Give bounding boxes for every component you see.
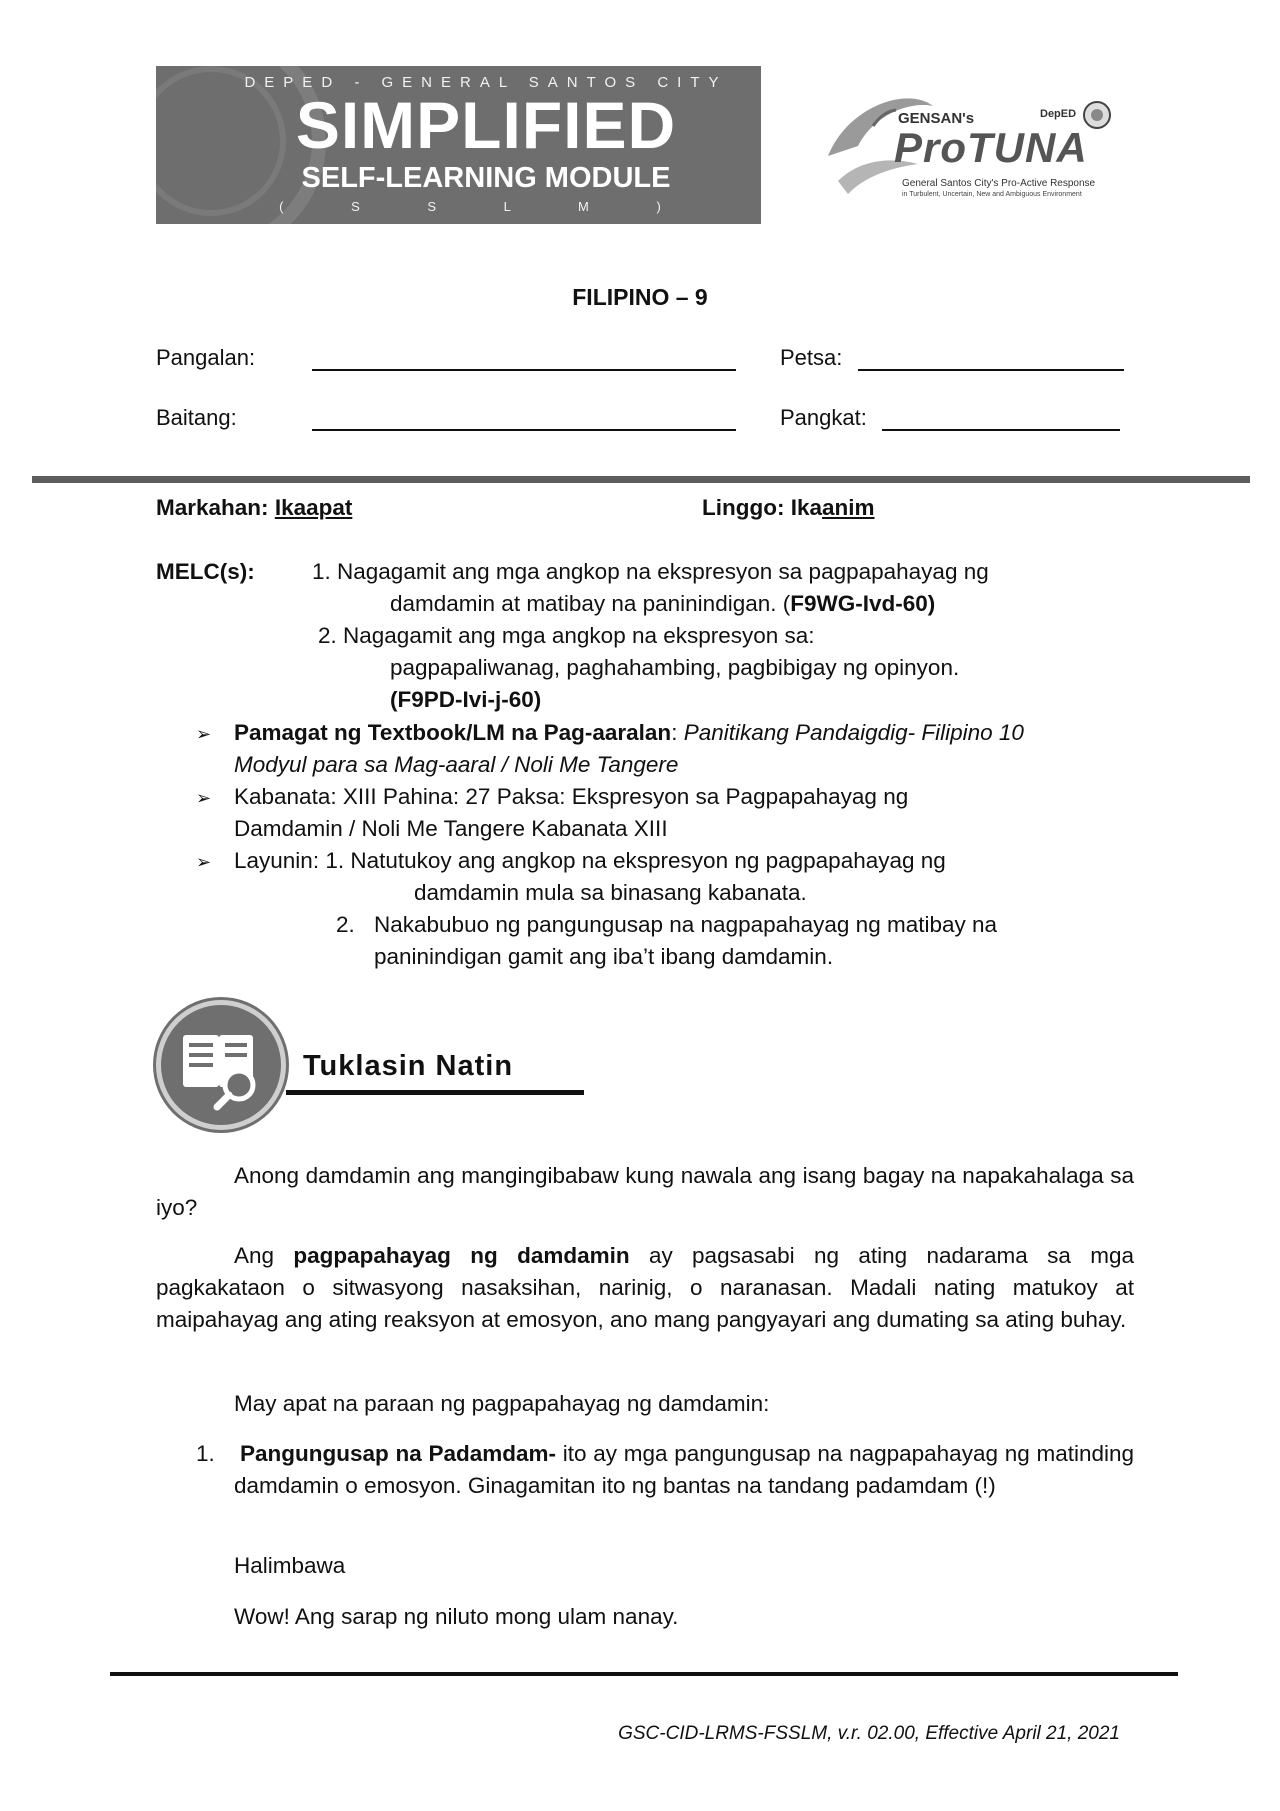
bullet-objective-line2: damdamin mula sa binasang kabanata. <box>414 880 807 905</box>
week-label: Linggo: <box>702 495 785 520</box>
date-label: Petsa: <box>780 345 843 370</box>
name-field[interactable] <box>312 369 736 371</box>
banner-abbr-text: ( S S L M ) <box>279 199 693 214</box>
bullet-objective-line3: Nakabubuo ng pangungusap na nagpapahayag ng matibay na <box>374 912 998 937</box>
melc-item2-line1: 2. Nagagamit ang mga angkop na ekspresyon sa: <box>318 623 815 648</box>
deped-seal-icon <box>1082 100 1112 130</box>
example-text: Wow! Ang sarap ng niluto mong ulam nanay. <box>234 1604 679 1629</box>
melc-item1-code: F9WG-Ivd-60) <box>790 591 936 616</box>
section-field[interactable] <box>882 429 1120 431</box>
melc-item1-line2 <box>390 588 935 620</box>
list-item-1 <box>234 1438 1134 1502</box>
melc-item2-line2: pagpapaliwanag, paghahambing, pagbibigay ng opinyon. <box>390 655 960 680</box>
quarter-label: Markahan: <box>156 495 269 520</box>
bullet-arrow-icon: ➢ <box>196 788 212 808</box>
logo-word: ProTUNA <box>894 124 1088 171</box>
list-number-1: 1. <box>196 1441 215 1466</box>
banner-main-text: SIMPLIFIED <box>295 88 677 162</box>
bullet-objective-line4: paninindigan gamit ang iba’t ibang damdamin. <box>374 944 834 969</box>
melc-item1-text: damdamin at matibay na paninindigan. ( <box>390 591 791 616</box>
bullet-chapter-line1: Kabanata: XIII Pahina: 27 Paksa: Ekspresyon sa Pagpapahayag ng <box>234 784 909 809</box>
quarter-row <box>156 492 352 524</box>
section-underline <box>286 1090 584 1095</box>
section-title: Tuklasin Natin <box>303 1050 514 1082</box>
bullet-textbook <box>234 717 1024 749</box>
protuna-logo <box>818 86 1118 216</box>
grade-field[interactable] <box>312 429 736 431</box>
section-icon-circle <box>156 1000 286 1130</box>
textbook-title-2: Modyul para sa Mag-aaral / Noli Me Tangere <box>234 752 679 777</box>
melc-item2-code: (F9PD-Ivi-j-60) <box>390 687 542 712</box>
melc-label: MELC(s): <box>156 559 255 584</box>
week-value-b: anim <box>822 495 875 520</box>
bullet-objective-line1: Layunin: 1. Natutukoy ang angkop na ekspresyon ng pagpapahayag ng <box>234 848 946 873</box>
section-label: Pangkat: <box>780 405 867 430</box>
logo-brand: GENSAN's <box>898 110 975 127</box>
logo-deped: DepED <box>1040 108 1077 120</box>
footer-divider <box>110 1672 1178 1676</box>
textbook-colon: : <box>671 720 684 745</box>
bullet-arrow-icon: ➢ <box>196 852 212 872</box>
melc-item1-line1: 1. Nagagamit ang mga angkop na ekspresyon sa pagpapahayag ng <box>312 559 989 584</box>
list-item-1-text: ito ay mga pangungusap na nagpapahayag ng matinding damdamin o emosyon. Ginagamitan ito ng bantas na tandang padamdam (!) <box>234 1441 1135 1498</box>
logo-tagline-2: in Turbulent, Uncertain, New and Ambiguous Environment <box>902 191 1082 198</box>
banner-top-text: DEPED - GENERAL SANTOS CITY <box>244 74 728 91</box>
bullet-chapter-line2: Damdamin / Noli Me Tangere Kabanata XIII <box>234 816 668 841</box>
definition-pre: Ang <box>234 1243 294 1268</box>
date-field[interactable] <box>858 369 1124 371</box>
example-label: Halimbawa <box>234 1553 346 1578</box>
list-item-1-term: Pangungusap na Padamdam- <box>240 1441 557 1466</box>
textbook-label: Pamagat ng Textbook/LM na Pag-aaralan <box>234 720 672 745</box>
paragraph-question: Anong damdamin ang mangingibabaw kung nawala ang isang bagay na napakahalaga sa iyo? <box>156 1163 1134 1220</box>
paragraph-definition <box>156 1240 1134 1336</box>
header-divider <box>32 476 1250 483</box>
bullet-arrow-icon: ➢ <box>196 724 212 744</box>
objective-number-2: 2. <box>336 912 355 937</box>
definition-term: pagpapahayag ng damdamin <box>293 1243 630 1268</box>
name-label: Pangalan: <box>156 345 256 370</box>
sslm-banner <box>156 66 761 224</box>
definition-rest: ay pagsasabi ng ating nadarama sa mga pagkakataon o sitwasyong nasaksihan, narinig, o naranasan. Madali nating matukoy at maipahayag ang ating reaksyon at emosyon, ano mang pangyayari ang dumating sa ating buhay. <box>156 1243 1134 1332</box>
week-row <box>702 492 875 524</box>
page-title: FILIPINO – 9 <box>572 284 708 310</box>
week-value-a: Ika <box>790 495 823 520</box>
paragraph-ways: May apat na paraan ng pagpapahayag ng damdamin: <box>234 1391 770 1416</box>
banner-sub-text: SELF-LEARNING MODULE <box>301 162 671 194</box>
grade-label: Baitang: <box>156 405 237 430</box>
textbook-title: Panitikang Pandaigdig- Filipino 10 <box>683 720 1024 745</box>
footer-code: GSC-CID-LRMS-FSSLM, v.r. 02.00, Effective April 21, 2021 <box>618 1723 1120 1744</box>
book-magnifier-icon <box>161 1005 281 1125</box>
logo-tagline: General Santos City's Pro-Active Response <box>902 178 1096 189</box>
quarter-value: Ikaapat <box>274 495 353 520</box>
